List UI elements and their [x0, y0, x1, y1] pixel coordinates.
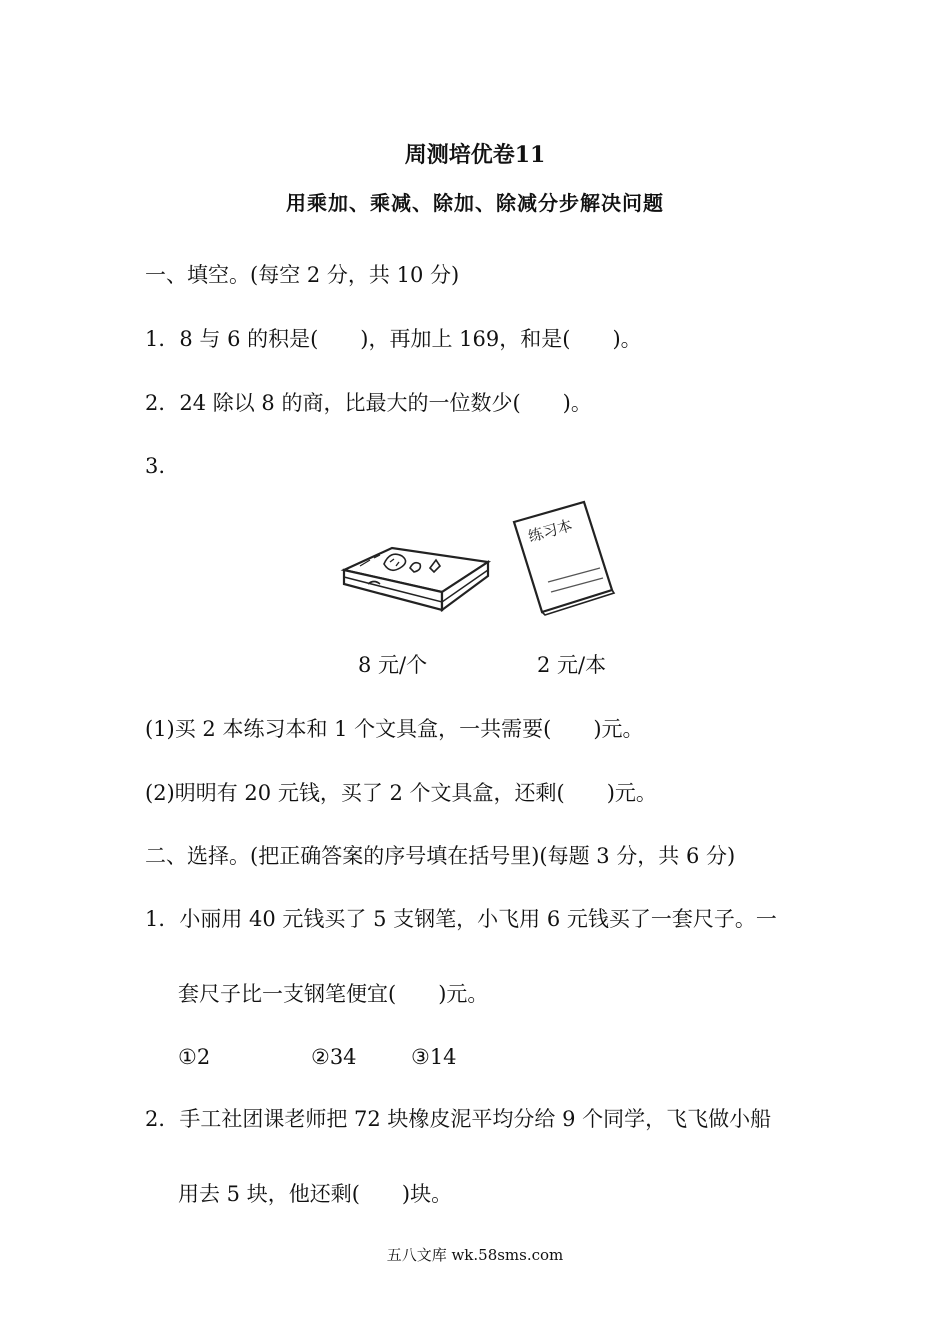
question-2-1-line1: 1．小丽用 40 元钱买了 5 支钢笔，小飞用 6 元钱买了一套尺子。一 — [145, 907, 777, 931]
question-1-2: 2．24 除以 8 的商，比最大的一位数少( )。 — [145, 391, 592, 415]
pencil-box-illustration — [338, 540, 494, 630]
page-title: 周测培优卷11 — [404, 142, 546, 168]
notebook-illustration — [508, 498, 618, 618]
question-1-1: 1．8 与 6 的积是( )，再加上 169，和是( )。 — [145, 327, 642, 351]
pencil-box-price: 8 元/个 — [358, 653, 428, 677]
option-1: ①2 — [178, 1045, 211, 1069]
question-2-2-line2: 用去 5 块，他还剩( )块。 — [178, 1182, 453, 1206]
notebook-price: 2 元/本 — [537, 653, 607, 677]
option-2: ②34 — [311, 1045, 357, 1069]
question-1-3-2: (2)明明有 20 元钱，买了 2 个文具盒，还剩( )元。 — [145, 781, 657, 805]
option-3: ③14 — [411, 1045, 457, 1069]
question-1-3-1: (1)买 2 本练习本和 1 个文具盒，一共需要( )元。 — [145, 717, 644, 741]
footer-watermark: 五八文库 wk.58sms.com — [386, 1246, 564, 1264]
section2-heading: 二、选择。(把正确答案的序号填在括号里)(每题 3 分，共 6 分) — [145, 844, 736, 868]
question-1-3: 3. — [145, 454, 166, 478]
notebook-cover-label: 练习本 — [526, 516, 575, 546]
section1-heading: 一、填空。(每空 2 分，共 10 分) — [145, 263, 460, 287]
page-subtitle: 用乘加、乘减、除加、除减分步解决问题 — [286, 191, 664, 215]
question-2-1-line2: 套尺子比一支钢笔便宜( )元。 — [178, 982, 489, 1006]
question-2-2-line1: 2．手工社团课老师把 72 块橡皮泥平均分给 9 个同学，飞飞做小船 — [145, 1107, 772, 1131]
